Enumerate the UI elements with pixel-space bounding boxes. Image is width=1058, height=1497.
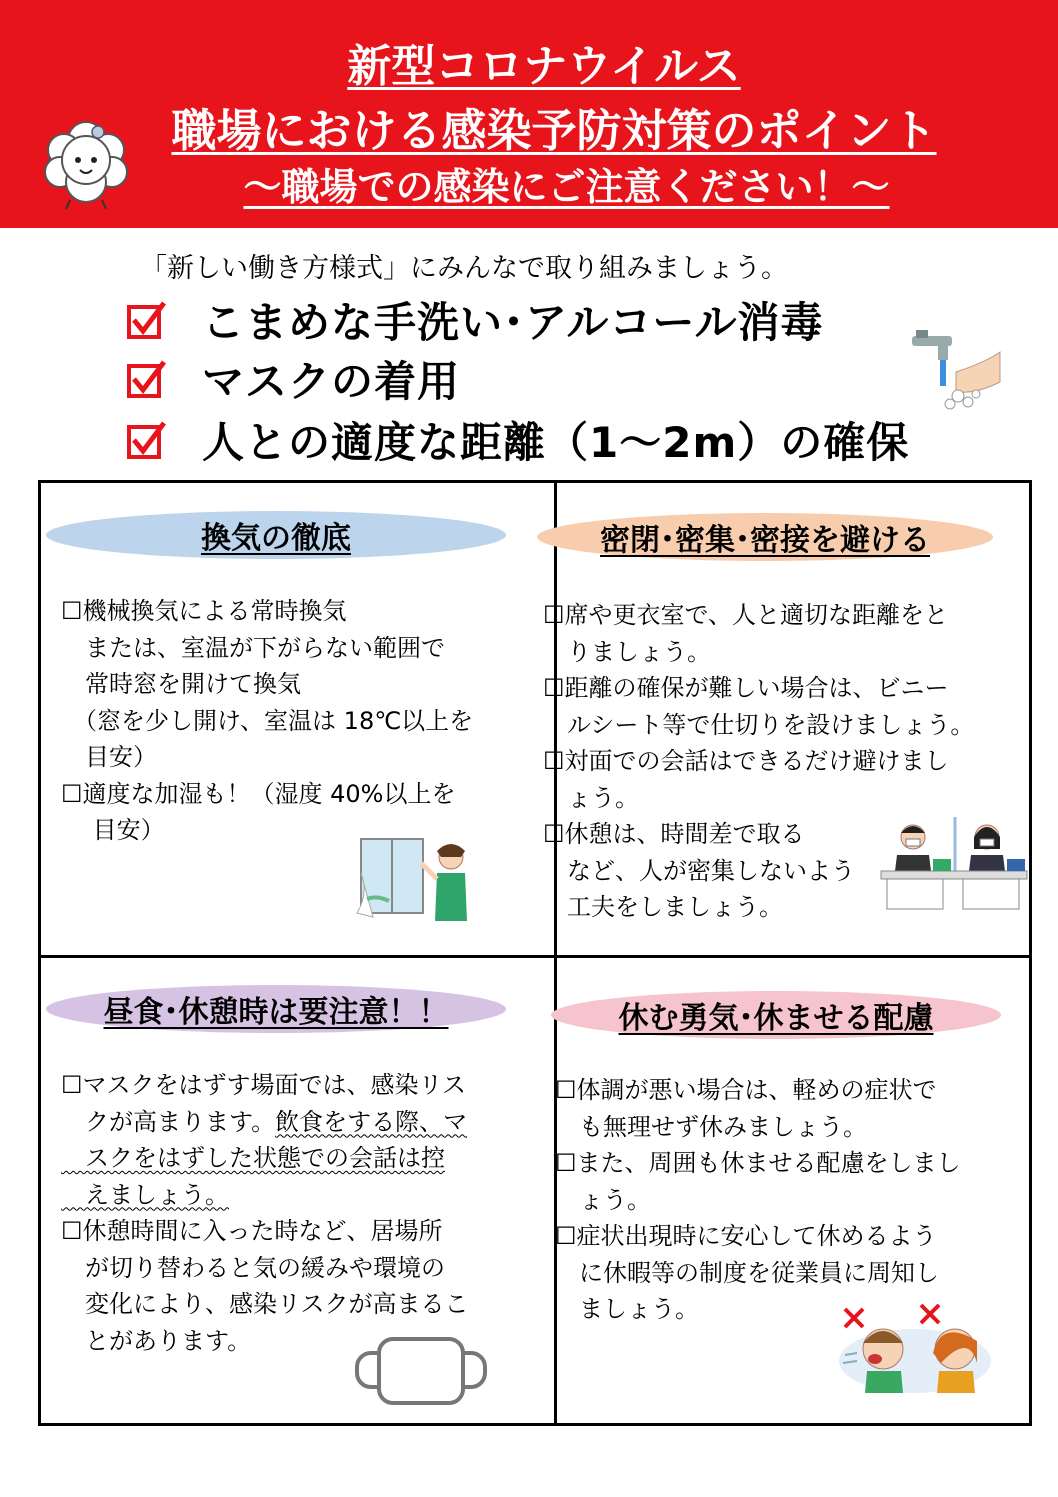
header-banner	[0, 0, 1058, 228]
office-workers-icon	[879, 815, 1029, 911]
list-item: ☐適度な加湿も！（湿度 40%以上を	[61, 779, 456, 808]
ventilation-heading: 換気の徹底	[46, 511, 506, 559]
face-mask-icon	[353, 1335, 489, 1407]
checklist-item	[126, 292, 823, 348]
list-item: えましょう。	[61, 1180, 229, 1209]
checklist-item	[126, 412, 909, 468]
list-item: ましょう。	[555, 1295, 699, 1323]
list-item: クが高まります。飲食をする際、マ	[61, 1107, 468, 1136]
checked-box-icon	[126, 359, 166, 399]
list-item: ょう。	[543, 783, 639, 812]
list-item: 工夫をしましょう。	[543, 893, 783, 921]
grid-divider-horizontal	[41, 955, 1029, 958]
list-item: とがあります。	[61, 1326, 252, 1355]
list-item: に休暇等の制度を従業員に周知し	[555, 1258, 939, 1287]
rest-list	[555, 1072, 961, 1328]
list-item: ☐席や更衣室で、人と適切な距離をと	[543, 601, 949, 629]
lunch-break-list	[61, 1067, 469, 1359]
window-ventilation-icon	[353, 833, 479, 925]
list-item: または、室温が下がらない範囲で	[61, 633, 445, 662]
sick-people-icon	[837, 1303, 993, 1393]
list-item: ☐また、周囲も休ませる配慮をしまし	[555, 1149, 961, 1177]
list-item: スクをはずした状態での会話は控	[61, 1144, 445, 1172]
lunch-break-heading: 昼食･休憩時は要注意！！	[46, 985, 506, 1033]
list-item: ☐症状出現時に安心して休めるよう	[555, 1222, 937, 1250]
list-item: ☐休憩時間に入った時など、居場所	[61, 1217, 443, 1245]
list-item: ょう。	[555, 1185, 651, 1214]
checked-box-icon	[126, 300, 166, 340]
list-item: ☐対面での会話はできるだけ避けまし	[543, 747, 949, 775]
handwashing-icon	[906, 322, 1002, 418]
checklist-item	[126, 351, 460, 407]
checklist-text: こまめな手洗い･アルコール消毒	[202, 298, 824, 347]
list-item: ☐休憩は、時間差で取る	[543, 820, 805, 848]
checked-box-icon	[126, 420, 166, 460]
checklist-text: 人との適度な距離（1～2m）の確保	[202, 418, 910, 467]
ventilation-list	[61, 593, 473, 849]
banner-subtitle: 職場における感染予防対策のポイント	[171, 104, 937, 157]
list-item: 目安）	[61, 743, 157, 771]
list-item: ルシート等で仕切りを設けましょう。	[543, 710, 975, 739]
list-item: りましょう。	[543, 637, 711, 666]
list-item: 常時窓を開けて換気	[61, 670, 301, 698]
banner-title: 新型コロナウイルス	[347, 41, 741, 92]
list-item: ☐マスクをはずす場面では、感染リス	[61, 1071, 467, 1099]
list-item: 目安）	[61, 816, 165, 844]
points-grid	[38, 480, 1032, 1426]
list-item: ☐機械換気による常時換気	[61, 597, 347, 625]
list-item: （窓を少し開け、室温は 18℃以上を	[61, 706, 474, 735]
list-item: ☐体調が悪い場合は、軽めの症状で	[555, 1076, 937, 1104]
list-item: ☐距離の確保が難しい場合は、ビニー	[543, 674, 949, 702]
intro-text: 「新しい働き方様式」にみんなで取り組みましょう。	[140, 253, 788, 284]
list-item: が切り替わると気の緩みや環境の	[61, 1253, 445, 1282]
avoid-3c-heading: 密閉･密集･密接を避ける	[537, 513, 993, 561]
banner-tagline: ～職場での感染にご注意ください！～	[243, 165, 890, 209]
rest-heading: 休む勇気･休ませる配慮	[551, 991, 1001, 1039]
list-item: も無理せず休みましょう。	[555, 1112, 867, 1141]
list-item: 変化により、感染リスクが高まるこ	[61, 1290, 469, 1318]
checklist-text: マスクの着用	[202, 357, 461, 406]
list-item: など、人が密集しないよう	[543, 856, 855, 885]
